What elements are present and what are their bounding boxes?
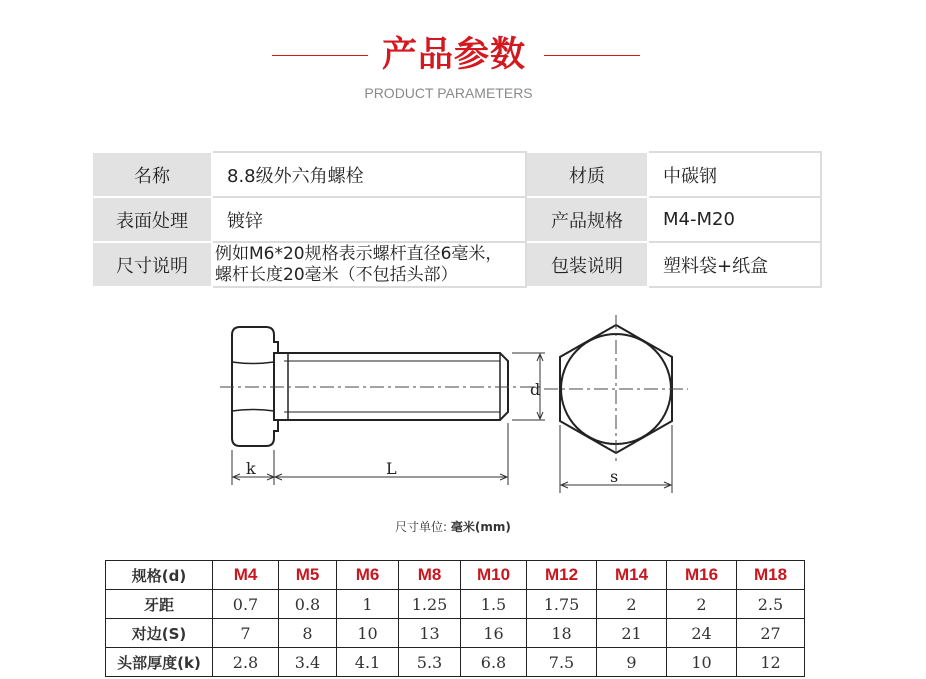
param-value-line1: 例如M6*20规格表示螺杆直径6毫米， [215,243,503,264]
spec-cell: 6.8 [461,648,527,677]
label-d: d [530,380,541,399]
param-key: 名称 [92,152,212,197]
spec-size: M5 [279,561,337,590]
title-rule-right [544,55,640,56]
spec-row-label: 头部厚度(k) [106,648,213,677]
product-param-table [91,151,822,288]
spec-cell: 13 [399,619,461,648]
param-value: M4-M20 [648,197,821,242]
spec-size: M6 [337,561,399,590]
spec-cell: 1.25 [399,590,461,619]
spec-cell: 1 [337,590,399,619]
spec-header-row [106,561,805,590]
spec-cell: 3.4 [279,648,337,677]
spec-cell: 1.5 [461,590,527,619]
spec-cell: 5.3 [399,648,461,677]
spec-cell: 9 [597,648,667,677]
spec-cell: 2.5 [737,590,805,619]
spec-size: M14 [597,561,667,590]
spec-cell: 18 [527,619,597,648]
spec-cell: 2 [667,590,737,619]
label-k: k [246,459,256,478]
spec-row [106,619,805,648]
spec-size: M18 [737,561,805,590]
spec-header-label: 规格(d) [106,561,213,590]
param-value: 塑料袋+纸盒 [648,242,821,287]
param-value-line2: 螺杆长度20毫米（不包括头部） [215,264,458,285]
spec-size: M8 [399,561,461,590]
param-row [92,242,821,287]
param-value [212,242,526,287]
spec-cell: 7.5 [527,648,597,677]
param-value: 镀锌 [212,197,526,242]
spec-cell: 2 [597,590,667,619]
spec-cell: 16 [461,619,527,648]
spec-cell: 2.8 [213,648,279,677]
param-key: 材质 [526,152,648,197]
spec-row-label: 牙距 [106,590,213,619]
unit-note [395,518,511,535]
spec-row-label: 对边(S) [106,619,213,648]
spec-cell: 8 [279,619,337,648]
section-header [0,30,926,80]
spec-cell: 0.8 [279,590,337,619]
param-key: 尺寸说明 [92,242,212,287]
param-row [92,197,821,242]
page-subtitle: PRODUCT PARAMETERS [364,85,533,101]
end-view-center-lines [544,315,688,465]
spec-size: M12 [527,561,597,590]
param-key: 包装说明 [526,242,648,287]
spec-cell: 1.75 [527,590,597,619]
spec-cell: 0.7 [213,590,279,619]
spec-cell: 21 [597,619,667,648]
param-key: 产品规格 [526,197,648,242]
spec-cell: 4.1 [337,648,399,677]
param-value: 中碳钢 [648,152,821,197]
spec-size: M16 [667,561,737,590]
unit-note-unit: 毫米(mm) [450,520,511,534]
spec-cell: 12 [737,648,805,677]
page-title: 产品参数 [381,35,526,75]
spec-row [106,648,805,677]
label-s: s [610,467,619,486]
spec-cell: 27 [737,619,805,648]
param-value: 8.8级外六角螺栓 [212,152,526,197]
spec-table [105,560,805,677]
title-rule-left [272,55,368,56]
spec-size: M4 [213,561,279,590]
unit-note-prefix: 尺寸单位: [395,520,448,534]
bolt-dimension-drawing [200,305,720,500]
param-row [92,152,821,197]
spec-cell: 10 [667,648,737,677]
spec-cell: 24 [667,619,737,648]
param-key: 表面处理 [92,197,212,242]
spec-size: M10 [461,561,527,590]
label-L: L [386,459,397,478]
spec-cell: 10 [337,619,399,648]
spec-cell: 7 [213,619,279,648]
spec-row [106,590,805,619]
